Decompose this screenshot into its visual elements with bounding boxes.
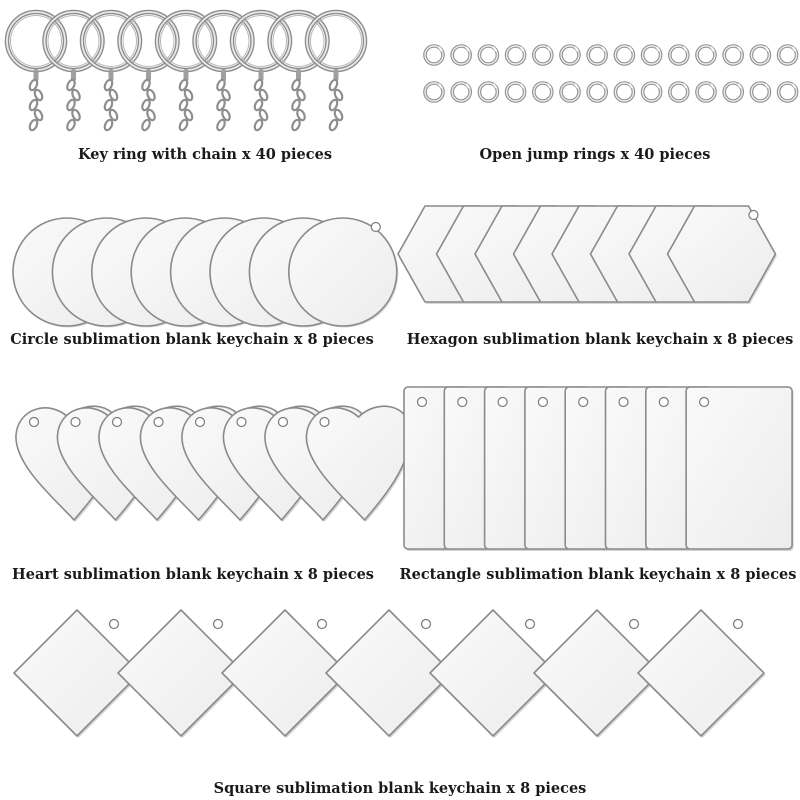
jump-ring-icon: [507, 83, 525, 101]
heart-blank-group: [16, 406, 412, 522]
jump-ring-icon: [507, 46, 525, 64]
keyring-with-chain-icon: [195, 12, 253, 131]
jump-ring-icon: [643, 83, 661, 101]
hexagon-caption: Hexagon sublimation blank keychain x 8 pieces: [406, 331, 794, 348]
jump-ring-icon: [779, 83, 797, 101]
jump-ring-icon: [425, 83, 443, 101]
jump-ring-icon: [479, 46, 497, 64]
hexagon-blank-group: [398, 206, 777, 304]
keyring-with-chain-icon: [157, 12, 215, 131]
keyring-with-chain-icon: [307, 12, 365, 131]
jump-ring-icon: [643, 46, 661, 64]
jump-ring-icon: [588, 46, 606, 64]
circle-caption: Circle sublimation blank keychain x 8 pieces: [10, 331, 374, 348]
jump-ring-icon: [751, 46, 769, 64]
jump-ring-icon: [561, 83, 579, 101]
jump-ring-icon: [588, 83, 606, 101]
keyring-with-chain-icon: [270, 12, 328, 131]
rectangle-caption: Rectangle sublimation blank keychain x 8 pieces: [399, 566, 797, 583]
circle-blank-icon: [289, 218, 399, 328]
jump-ring-icon: [724, 46, 742, 64]
keyring-with-chain-icon: [7, 12, 65, 131]
jump-ring-icon: [779, 46, 797, 64]
jump-ring-icon: [534, 83, 552, 101]
jump-ring-icon: [615, 83, 633, 101]
keyring-with-chain-icon: [45, 12, 103, 131]
jump-ring-icon: [452, 46, 470, 64]
keyring-with-chain-icon: [232, 12, 290, 131]
jump-ring-icon: [615, 46, 633, 64]
jump-ring-caption: Open jump rings x 40 pieces: [479, 146, 711, 163]
circle-blank-group: [13, 218, 398, 328]
jump-ring-icon: [751, 83, 769, 101]
diamond-blank-icon: [638, 610, 766, 738]
keyring-with-chain-icon: [120, 12, 178, 131]
jump-ring-icon: [534, 46, 552, 64]
jump-ring-icon: [670, 46, 688, 64]
jump-ring-icon: [697, 83, 715, 101]
rectangle-blank-group: [404, 387, 794, 551]
jump-ring-icon: [724, 83, 742, 101]
square-blank-group: [14, 610, 766, 738]
heart-caption: Heart sublimation blank keychain x 8 pieces: [12, 566, 374, 583]
keyring-with-chain-icon: [82, 12, 140, 131]
keyring-group: [7, 12, 365, 131]
jump-ring-icon: [452, 83, 470, 101]
jump-ring-icon: [561, 46, 579, 64]
jump-ring-group: [425, 46, 797, 101]
jump-ring-icon: [425, 46, 443, 64]
keyring-caption: Key ring with chain x 40 pieces: [77, 146, 332, 163]
rectangle-blank-icon: [686, 387, 794, 551]
jump-ring-icon: [670, 83, 688, 101]
jump-ring-icon: [697, 46, 715, 64]
square-caption: Square sublimation blank keychain x 8 pieces: [213, 780, 587, 797]
jump-ring-icon: [479, 83, 497, 101]
